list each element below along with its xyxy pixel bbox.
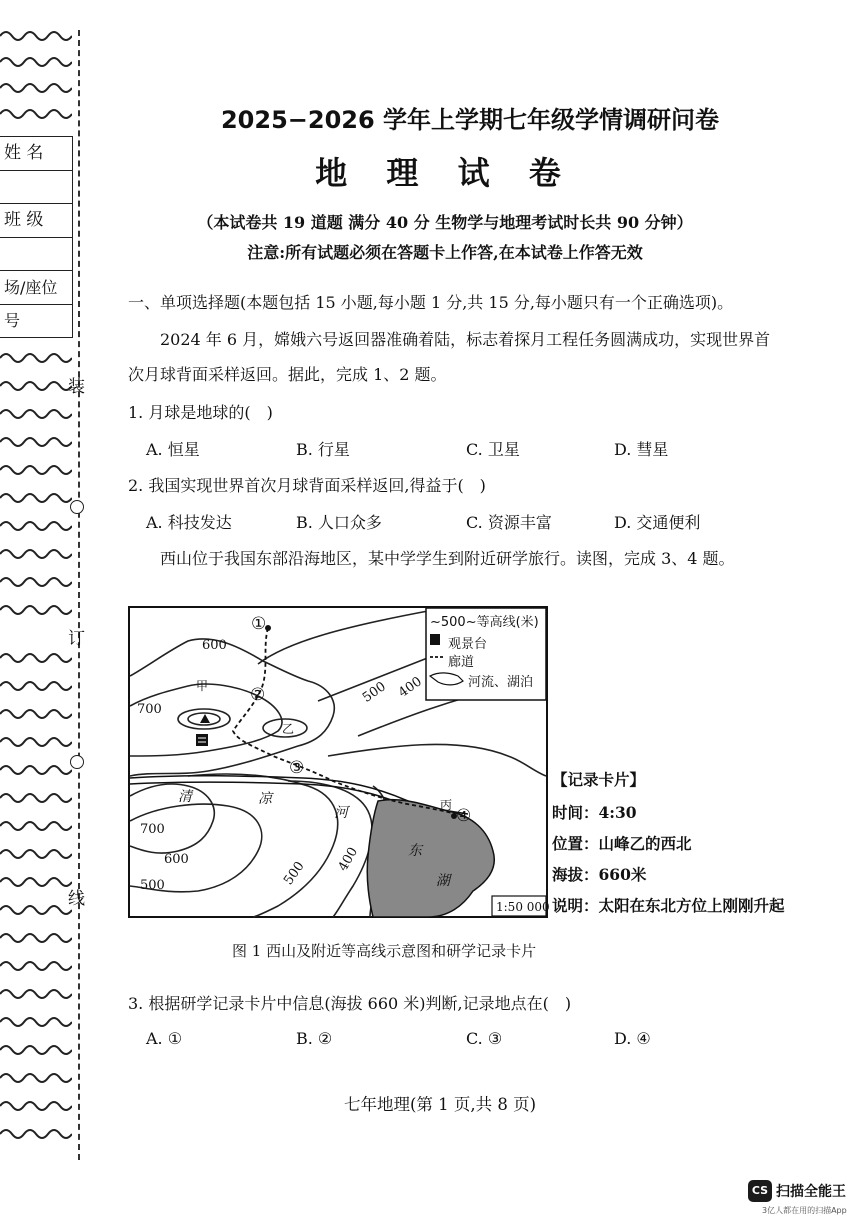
q3-option-b: B. ② [296, 1029, 333, 1048]
peak-jia-label: 甲 [196, 679, 209, 693]
question-3-stem: 3. 根据研学记录卡片中信息(海拔 660 米)判断,记录地点在( ) [128, 994, 572, 1013]
wave-ornament [0, 792, 72, 804]
binding-mark-xian: 线 [68, 889, 85, 909]
contour-label: 600 [202, 638, 227, 653]
q3-option-c: C. ③ [466, 1029, 503, 1048]
scanner-watermark [746, 1178, 862, 1218]
record-card-title: 【记录卡片】 [552, 770, 646, 789]
wave-ornament [0, 492, 72, 504]
wave-ornament [0, 464, 72, 476]
river-label: 清 [178, 789, 192, 805]
wave-ornament [0, 680, 72, 692]
map-scale: 1:50 000 [496, 900, 550, 914]
wave-ornament [0, 848, 72, 860]
marker-4: ④ [456, 806, 472, 826]
wave-ornament [0, 56, 72, 68]
name-field-label: 姓 名 [0, 137, 72, 171]
legend-lookout-icon [430, 634, 440, 645]
contour-label: 500 [359, 679, 389, 706]
legend-contour-label: ~500~等高线(米) [430, 615, 539, 630]
record-card-location: 位置：山峰乙的西北 [552, 834, 692, 853]
lookout-icon [196, 734, 208, 746]
contour-label: 500 [140, 878, 165, 893]
cs-logo-icon: CS [748, 1180, 772, 1202]
intro-paragraph-2: 西山位于我国东部沿海地区，某中学学生到附近研学旅行。读图，完成 3、4 题。 [160, 549, 735, 568]
contour-label: 700 [140, 822, 165, 837]
contour-label: 700 [137, 702, 162, 717]
question-2-stem: 2. 我国实现世界首次月球背面采样返回,得益于( ) [128, 476, 486, 495]
binding-cut-line [78, 30, 80, 1160]
wave-ornament [0, 988, 72, 1000]
marker-2: ② [250, 685, 266, 705]
legend-lookout-label: 观景台 [448, 637, 488, 652]
q1-option-b: B. 行星 [296, 440, 350, 459]
contour-label: 400 [335, 844, 362, 875]
exam-title: 2025−2026 学年上学期七年级学情调研问卷 [220, 106, 720, 134]
subject-title: 地 理 试 卷 [315, 154, 575, 192]
wave-ornament [0, 932, 72, 944]
wave-ornament [0, 736, 72, 748]
wave-ornament [0, 960, 72, 972]
record-card-altitude: 海拔：660米 [552, 865, 647, 884]
point-bing-label: 丙 [440, 798, 453, 812]
wave-ornament [0, 30, 72, 42]
wave-ornament [0, 604, 72, 616]
wave-ornament [0, 436, 72, 448]
marker-1: ① [251, 614, 267, 634]
binding-mark-ding: 订 [68, 629, 85, 649]
binding-hole [70, 755, 84, 769]
wave-ornament [0, 1072, 72, 1084]
q2-option-b: B. 人口众多 [296, 513, 382, 532]
wave-ornament [0, 876, 72, 888]
q1-option-c: C. 卫星 [466, 440, 520, 459]
intro-paragraph-line: 2024 年 6 月，嫦娥六号返回器准确着陆，标志着探月工程任务圆满成功，实现世界首 [160, 330, 771, 349]
contour-label: 600 [164, 852, 189, 867]
binding-mark-zhuang: 装 [68, 377, 85, 397]
wave-ornament [0, 520, 72, 532]
watermark-brand: 扫描全能王 [776, 1184, 846, 1200]
wave-ornament [0, 352, 72, 364]
wave-ornament [0, 764, 72, 776]
q2-option-c: C. 资源丰富 [466, 513, 552, 532]
wave-ornament [0, 1016, 72, 1028]
wave-ornament [0, 1044, 72, 1056]
q3-option-a: A. ① [146, 1029, 183, 1048]
watermark-slogan: 3亿人都在用的扫描App [762, 1206, 847, 1215]
wave-ornament [0, 820, 72, 832]
wave-ornament [0, 708, 72, 720]
wave-ornament [0, 904, 72, 916]
seat-field-label: 场/座位号 [0, 271, 72, 305]
class-field-label: 班 级 [0, 204, 72, 238]
record-card-time: 时间：4:30 [552, 803, 637, 822]
q1-option-d: D. 彗星 [614, 440, 669, 459]
river-label: 凉 [258, 791, 272, 807]
wave-ornament [0, 652, 72, 664]
contour-map [128, 606, 548, 918]
wave-ornament [0, 576, 72, 588]
marker-3: ③ [289, 758, 305, 778]
record-card-note: 说明：太阳在东北方位上刚刚升起 [552, 896, 785, 915]
page-footer: 七年地理(第 1 页,共 8 页) [343, 1095, 537, 1114]
q3-option-d: D. ④ [614, 1029, 651, 1048]
peak-yi-label: 乙 [282, 722, 295, 736]
wave-ornament [0, 380, 72, 392]
legend-corridor-label: 廊道 [448, 655, 475, 670]
q2-option-d: D. 交通便利 [614, 513, 701, 532]
intro-paragraph-line: 次月球背面采样返回。据此，完成 1、2 题。 [128, 365, 447, 384]
wave-ornament [0, 548, 72, 560]
wave-ornament [0, 82, 72, 94]
exam-meta: （本试卷共 19 道题 满分 40 分 生物学与地理考试时长共 90 分钟） [197, 213, 693, 232]
q2-option-a: A. 科技发达 [146, 513, 232, 532]
lake-label: 东 [408, 843, 422, 859]
lake-label: 湖 [436, 873, 450, 889]
q1-option-a: A. 恒星 [146, 440, 200, 459]
river-label: 河 [334, 805, 348, 821]
contour-label: 500 [281, 859, 308, 888]
figure-caption: 图 1 西山及附近等高线示意图和研学记录卡片 [232, 942, 537, 960]
section-heading: 一、单项选择题(本题包括 15 小题,每小题 1 分,共 15 分,每小题只有一个正确选项)。 [128, 293, 734, 312]
exam-notice: 注意:所有试题必须在答题卡上作答,在本试卷上作答无效 [247, 243, 643, 262]
binding-hole [70, 500, 84, 514]
wave-ornament [0, 1128, 72, 1140]
contour-label: 400 [395, 674, 425, 701]
question-1-stem: 1. 月球是地球的( ) [128, 403, 273, 422]
wave-ornament [0, 408, 72, 420]
legend-water-label: 河流、湖泊 [468, 675, 534, 690]
